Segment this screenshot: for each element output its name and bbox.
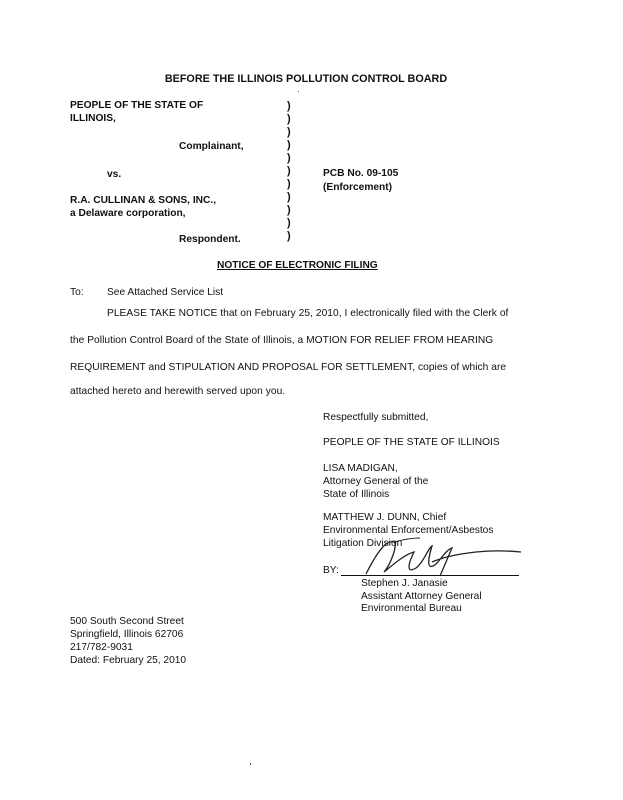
body-line: REQUIREMENT and STIPULATION AND PROPOSAL FOR SETTLEMENT, copies of which are (70, 362, 507, 373)
respondent-name-line2: a Delaware corporation, (70, 208, 186, 219)
versus-label: vs. (107, 169, 122, 180)
case-type: (Enforcement) (323, 182, 393, 193)
ag-name: LISA MADIGAN, (323, 463, 398, 474)
chief-name: MATTHEW J. DUNN, Chief (323, 512, 447, 523)
ag-title-line1: Attorney General of the (323, 476, 429, 487)
signer-title-line2: Environmental Bureau (361, 603, 462, 614)
signer-title-line1: Assistant Attorney General (361, 591, 482, 602)
court-heading: BEFORE THE ILLINOIS POLLUTION CONTROL BOARD (164, 73, 448, 85)
respondent-name-line1: R.A. CULLINAN & SONS, INC., (70, 195, 217, 206)
dated-line: Dated: February 25, 2010 (70, 655, 187, 666)
signer-name: Stephen J. Janasie (361, 578, 448, 589)
to-label: To: (70, 287, 84, 298)
closing: Respectfully submitted, (323, 412, 429, 423)
caption-parentheses: ) ) ) ) ) ) ) ) ) ) ) (287, 100, 291, 242)
by-label: BY: (323, 565, 339, 576)
address-line1: 500 South Second Street (70, 616, 184, 627)
to-value: See Attached Service List (107, 287, 224, 298)
scan-mark (250, 763, 251, 765)
party-name: PEOPLE OF THE STATE OF ILLINOIS (323, 437, 500, 448)
complainant-role: Complainant, (179, 141, 244, 152)
complainant-name-line2: ILLINOIS, (70, 113, 116, 124)
notice-title: NOTICE OF ELECTRONIC FILING (217, 260, 378, 271)
respondent-role: Respondent. (179, 234, 241, 245)
address-phone: 217/782-9031 (70, 642, 133, 653)
ag-title-line2: State of Illinois (323, 489, 390, 500)
body-line: attached hereto and herewith served upon you. (70, 386, 286, 397)
body-line: PLEASE TAKE NOTICE that on February 25, 2010, I electronically filed with the Clerk of (107, 308, 509, 319)
complainant-name-line1: PEOPLE OF THE STATE OF (70, 100, 204, 111)
body-line: the Pollution Control Board of the State of Illinois, a MOTION FOR RELIEF FROM HEARING (70, 335, 494, 346)
address-line2: Springfield, Illinois 62706 (70, 629, 184, 640)
chief-title-line1: Environmental Enforcement/Asbestos (323, 525, 494, 536)
case-number: PCB No. 09-105 (323, 168, 399, 179)
chief-title-line2: Litigation Division (323, 538, 403, 549)
scan-mark (298, 91, 299, 92)
